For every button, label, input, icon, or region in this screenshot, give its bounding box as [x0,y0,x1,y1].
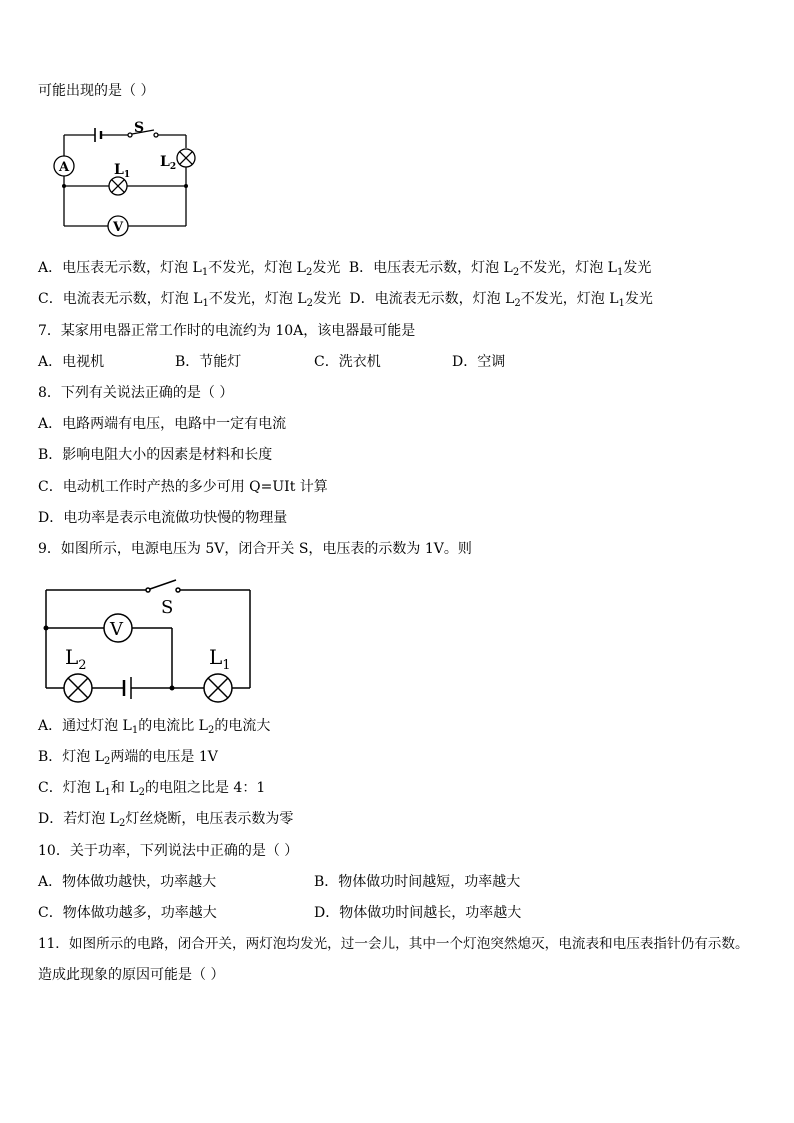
q6-option-b[interactable]: B．电压表无示数，灯泡 $L_2$不发光，灯泡 $L_1$发光 [348,260,652,278]
q10-option-a[interactable]: A．物体做功越快，功率越大 [38,874,217,890]
q6-circuit-diagram [48,118,208,242]
q6-lamp2-label: $L_2$ [160,154,177,172]
q10-option-d[interactable]: D．物体做功时间越长，功率越大 [314,905,522,921]
q7-option-c[interactable]: C．洗衣机 [314,354,381,370]
q6-option-d[interactable]: D．电流表无示数，灯泡 $L_2$不发光，灯泡 $L_1$发光 [349,291,653,309]
q9-option-c[interactable]: C．灯泡 $L_1$和 $L_2$的电阻之比是 4：1 [38,780,266,798]
q9-lamp1-label: $L_1$ [209,645,231,673]
q6-lamp1-label: $L_1$ [114,162,131,180]
q11-stem-line2: 造成此现象的原因可能是（ ） [38,967,225,983]
q9-option-a[interactable]: A．通过灯泡 $L_1$的电流比 $L_2$的电流大 [38,718,271,736]
q8-option-b[interactable]: B．影响电阻大小的因素是材料和长度 [38,447,273,463]
q8-option-d[interactable]: D．电功率是表示电流做功快慢的物理量 [38,510,288,526]
q6-option-a[interactable]: A．电压表无示数，灯泡 $L_1$不发光，灯泡 $L_2$发光 [38,260,341,278]
q7-option-b[interactable]: B．节能灯 [175,354,242,370]
q9-switch-label: S [161,597,174,618]
q6-option-c[interactable]: C．电流表无示数，灯泡 $L_1$不发光，灯泡 $L_2$发光 [38,291,341,309]
q7-stem: 7．某家用电器正常工作时的电流约为 10A，该电器最可能是 [38,323,416,339]
q6-voltmeter-label: V [113,220,124,235]
q9-option-d[interactable]: D．若灯泡 $L_2$灯丝烧断，电压表示数为零 [38,811,294,829]
q7-option-d[interactable]: D．空调 [452,354,506,370]
q7-option-a[interactable]: A．电视机 [38,354,105,370]
q10-option-c[interactable]: C．物体做功越多，功率越大 [38,905,217,921]
q6-options-row2 [38,290,653,308]
q8-option-c[interactable]: C．电动机工作时产热的多少可用 Q=UIt 计算 [38,479,328,495]
q6-switch-label: S [134,120,145,136]
q6-ammeter-label: A [59,160,70,175]
q9-voltmeter-label: V [110,619,123,640]
q6-stem-tail: 可能出现的是（ ） [38,83,155,99]
q6-options-row1 [38,259,651,277]
q9-lamp2-label: $L_2$ [65,645,87,673]
q8-option-a[interactable]: A．电路两端有电压，电路中一定有电流 [38,416,287,432]
q11-stem-line1: 11．如图所示的电路，闭合开关，两灯泡均发光，过一会儿，其中一个灯泡突然熄灭，电流表和电压表指针仍有示数。 [38,936,749,952]
q10-stem: 10．关于功率，下列说法中正确的是（ ） [38,843,299,859]
q10-option-b[interactable]: B．物体做功时间越短，功率越大 [314,874,521,890]
q9-circuit-diagram [38,576,258,706]
q9-stem: 9．如图所示，电源电压为 5V，闭合开关 S，电压表的示数为 1V。则 [38,541,472,557]
q8-stem: 8．下列有关说法正确的是（ ） [38,385,234,401]
q9-option-b[interactable]: B．灯泡 $L_2$两端的电压是 1V [38,749,218,767]
